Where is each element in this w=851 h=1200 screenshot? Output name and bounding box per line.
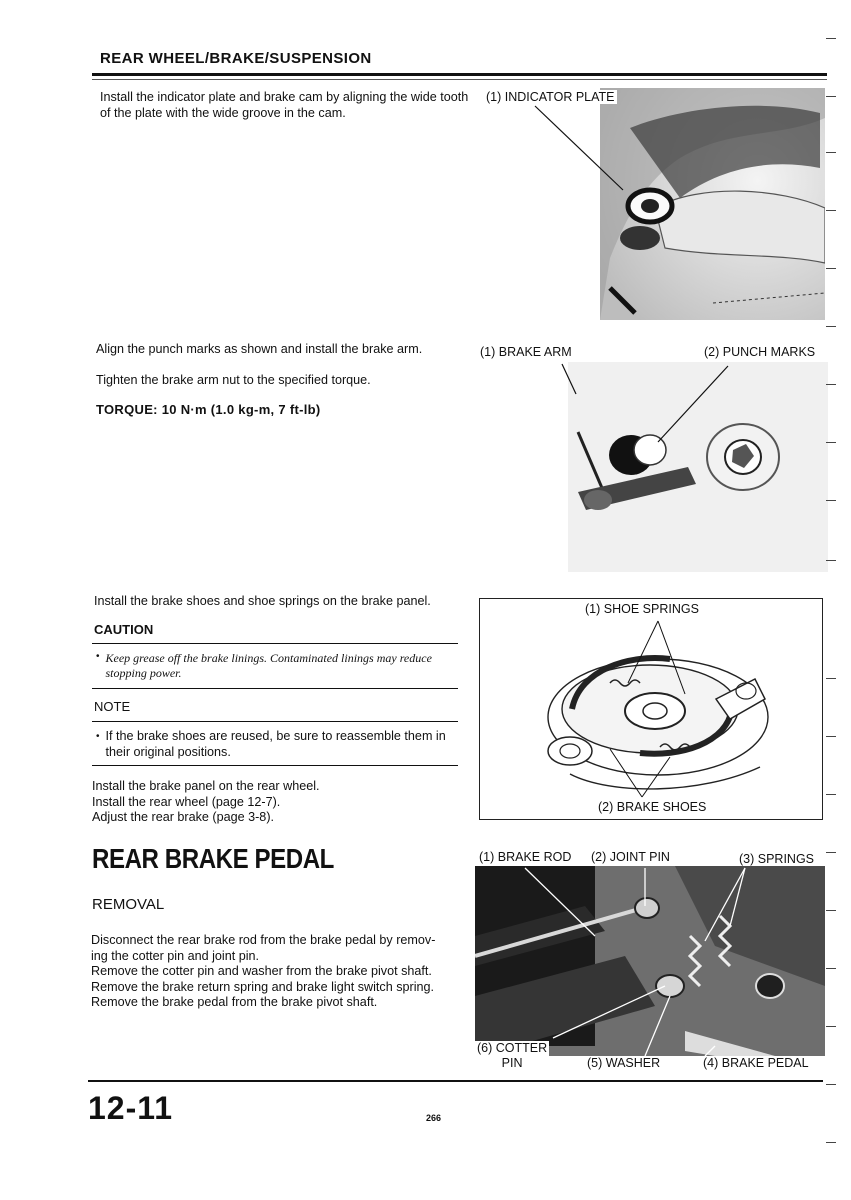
brake-arm-photo-svg: [478, 342, 828, 572]
margin-tick: [826, 268, 836, 269]
removal-subheading: REMOVAL: [92, 896, 165, 913]
caution-rule-top: [92, 643, 458, 644]
caution-rule-bottom: [92, 688, 458, 689]
footer-rule: [88, 1080, 823, 1082]
margin-tick: [826, 384, 836, 385]
brake-arm-photo: [478, 342, 828, 572]
margin-tick: [826, 678, 836, 679]
note-item: [96, 729, 458, 760]
margin-tick: [826, 968, 836, 969]
removal-line: Remove the brake return spring and brake light switch spring.: [91, 979, 435, 994]
section-title: REAR WHEEL/BRAKE/SUSPENSION: [100, 50, 372, 67]
brake-shoes-diagram: [479, 598, 823, 820]
cotter-pin-label: [475, 1041, 549, 1071]
brake-arm-label: (1) BRAKE ARM: [480, 345, 572, 359]
brake-shoes-label: (2) BRAKE SHOES: [598, 800, 707, 814]
note-rule-top: [92, 721, 458, 722]
margin-tick: [826, 736, 836, 737]
brake-rod-label: (1) BRAKE ROD: [479, 850, 572, 864]
margin-tick: [826, 442, 836, 443]
margin-tick: [826, 560, 836, 561]
indicator-plate-label: (1) INDICATOR PLATE: [486, 90, 615, 104]
margin-tick: [826, 152, 836, 153]
step1-text: Install the indicator plate and brake cam by aligning the wide tooth of the plate with the wide groove in the cam.: [100, 90, 469, 120]
note-heading: NOTE: [94, 699, 131, 714]
punch-marks-label: (2) PUNCH MARKS: [704, 345, 816, 359]
margin-tick: [826, 794, 836, 795]
page-number: 12-11: [88, 1090, 174, 1126]
removal-line: Disconnect the rear brake rod from the brake pedal by remov-: [91, 933, 436, 947]
section-heading: REAR BRAKE PEDAL: [92, 843, 334, 874]
indicator-plate-photo: [480, 88, 825, 320]
header-rule: [92, 73, 827, 76]
caution-text: Keep grease off the brake linings. Contaminated linings may reduce stopping power.: [105, 651, 432, 680]
torque-spec: TORQUE: 10 N·m (1.0 kg-m, 7 ft-lb): [96, 402, 321, 417]
after-line: Install the brake panel on the rear wheel.: [92, 779, 320, 793]
margin-tick: [826, 1142, 836, 1143]
brake-shoes-diagram-svg: [480, 599, 822, 819]
washer-label: (5) WASHER: [587, 1056, 661, 1070]
sheet-number: 266: [426, 1113, 442, 1123]
removal-text: [91, 933, 435, 1011]
indicator-plate-photo-svg: [480, 88, 825, 320]
cotter-pin-label-line1: (6) COTTER: [477, 1041, 548, 1055]
margin-tick: [826, 852, 836, 853]
joint-pin-label: (2) JOINT PIN: [591, 850, 670, 864]
after-line: Adjust the rear brake (page 3-8).: [92, 810, 275, 824]
margin-tick: [826, 1026, 836, 1027]
springs-label: (3) SPRINGS: [739, 852, 815, 866]
margin-tick: [826, 326, 836, 327]
margin-tick: [826, 1084, 836, 1085]
removal-line: Remove the cotter pin and washer from the brake pivot shaft.: [91, 964, 432, 978]
removal-line: Remove the brake pedal from the brake pivot shaft.: [91, 995, 378, 1009]
margin-tick: [826, 96, 836, 97]
margin-tick: [826, 500, 836, 501]
cotter-pin-label-line2: PIN: [501, 1056, 523, 1070]
bullet: •: [96, 651, 100, 662]
bullet: •: [96, 731, 100, 742]
removal-line: ing the cotter pin and joint pin.: [91, 948, 260, 963]
brake-pedal-photo: [475, 846, 825, 1074]
step2-line1: Align the punch marks as shown and install the brake arm.: [96, 342, 423, 356]
step2-line2: Tighten the brake arm nut to the specified torque.: [96, 373, 371, 387]
margin-tick: [826, 38, 836, 39]
header-rule-thin: [92, 79, 827, 80]
brake-pedal-photo-svg: [475, 846, 825, 1074]
note-rule-bottom: [92, 765, 458, 766]
note-text: If the brake shoes are reused, be sure to reassemble them in their original positions.: [105, 729, 446, 759]
step3-after: [92, 779, 320, 826]
shoe-springs-label: (1) SHOE SPRINGS: [585, 602, 699, 616]
margin-tick: [826, 910, 836, 911]
caution-heading: CAUTION: [94, 622, 154, 637]
step3-text: Install the brake shoes and shoe springs on the brake panel.: [94, 594, 431, 608]
caution-item: [96, 651, 456, 681]
after-line: Install the rear wheel (page 12-7).: [92, 794, 281, 809]
margin-tick: [826, 210, 836, 211]
brake-pedal-label: (4) BRAKE PEDAL: [703, 1056, 809, 1070]
